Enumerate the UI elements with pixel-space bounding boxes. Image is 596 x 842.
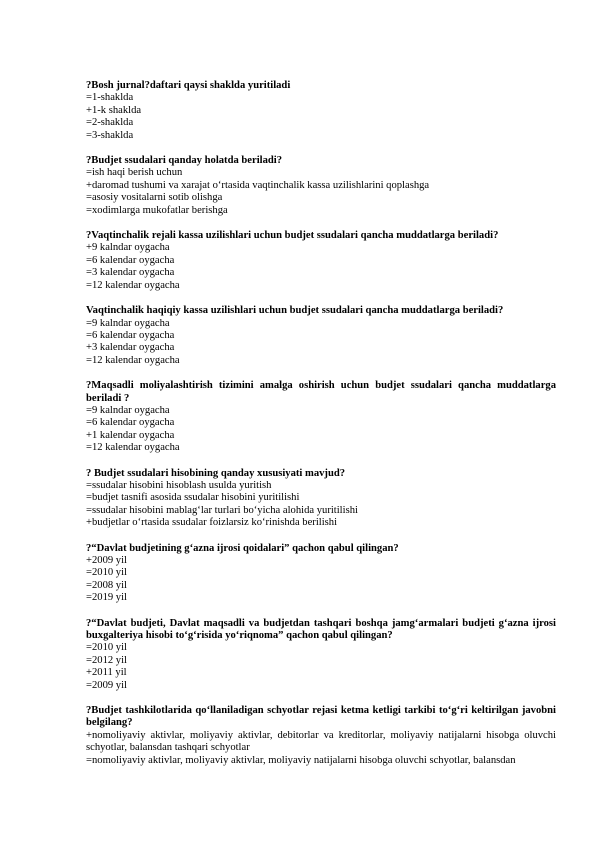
answer-option: +9 kalndar oygacha [86, 242, 170, 254]
answer-option: =2010 yil [86, 642, 127, 654]
answer-option: +3 kalendar oygacha [86, 342, 175, 354]
question-text: ?Maqsadli moliyalashtirish tizimini amalga oshirish uchun budjet ssudalari qancha muddatlarga beriladi ? [86, 380, 556, 404]
answer-option: =9 kalndar oygacha [86, 317, 170, 329]
question-text: ?“Davlat budjetining g‘azna ijrosi qoidalari” qachon qabul qilingan? [86, 542, 399, 554]
question-text: ?“Davlat budjeti, Davlat maqsadli va budjetdan tashqari boshqa jamg‘armalari budjeti g‘azna ijrosi buxgalteriya hisobi to‘g‘risida yo‘riqnoma” qachon qabul qilingan? [86, 617, 556, 642]
answer-option: =3-shaklda [86, 129, 134, 141]
answer-option: =2010 yil [86, 567, 127, 579]
answer-option: =2008 yil [86, 579, 127, 591]
question-text: Vaqtinchalik haqiqiy kassa uzilishlari uchun budjet ssudalari qancha muddatlarga beriladi? [86, 305, 504, 317]
answer-option: +2011 yil [86, 667, 127, 679]
answer-option: =1-shaklda [86, 92, 134, 104]
question-block [86, 468, 556, 530]
answer-option: =nomoliyaviy aktivlar, moliyaviy aktivlar, moliyaviy natijalarni hisobga oluvchi schyotlar, balansdan [86, 754, 516, 766]
answer-option: =2009 yil [86, 679, 127, 691]
answer-option: =2012 yil [86, 654, 127, 666]
question-text: ?Budjet ssudalari qanday holatda beriladi? [86, 155, 283, 167]
answer-option: =budjet tasnifi asosida ssudalar hisobini yuritilishi [86, 492, 300, 504]
answer-option: =ssudalar hisobini mablag‘lar turlari bo‘yicha alohida yuritilishi [86, 504, 358, 516]
question-block [86, 230, 556, 292]
question-block [86, 305, 556, 367]
question-block [86, 80, 556, 142]
question-block [86, 380, 556, 454]
question-block [86, 155, 556, 217]
question-text: ?Budjet tashkilotlarida qo‘llaniladigan schyotlar rejasi ketma ketligi tarkibi to‘g‘ri keltirilgan javobni belgilang? [86, 705, 556, 729]
answer-option: +1-k shaklda [86, 104, 142, 116]
answer-option: =2019 yil [86, 592, 127, 604]
answer-option: =ish haqi berish uchun [86, 167, 183, 179]
question-block [86, 543, 556, 605]
document-page [86, 80, 556, 780]
answer-option: =6 kalendar oygacha [86, 329, 175, 341]
answer-option: =12 kalendar oygacha [86, 354, 180, 366]
answer-option: +daromad tushumi va xarajat o‘rtasida vaqtinchalik kassa uzilishlarini qoplashga [86, 179, 430, 191]
answer-option: +nomoliyaviy aktivlar, moliyaviy aktivlar, debitorlar va kreditorlar, moliyaviy natijalarni hisobga oluvchi schyotlar, balansdan tashqari schyotlar [86, 729, 556, 754]
question-block [86, 618, 556, 692]
question-text: ?Bosh jurnal?daftari qaysi shaklda yuritiladi [86, 80, 291, 91]
question-block [86, 705, 556, 767]
answer-option: =3 kalendar oygacha [86, 267, 175, 279]
question-text: ?Vaqtinchalik rejali kassa uzilishlari uchun budjet ssudalari qancha muddatlarga beriladi? [86, 230, 499, 242]
answer-option: =12 kalendar oygacha [86, 442, 180, 454]
answer-option: =6 kalendar oygacha [86, 254, 175, 266]
answer-option: =12 kalendar oygacha [86, 279, 180, 291]
answer-option: =6 kalendar oygacha [86, 417, 175, 429]
question-text: ? Budjet ssudalari hisobining qanday xususiyati mavjud? [86, 467, 346, 479]
answer-option: +budjetlar o‘rtasida ssudalar foizlarsiz ko‘rinishda berilishi [86, 517, 338, 529]
answer-option: =9 kalndar oygacha [86, 404, 170, 416]
answer-option: =ssudalar hisobini hisoblash usulda yuritish [86, 479, 272, 491]
answer-option: +1 kalendar oygacha [86, 429, 175, 441]
answer-option: =2-shaklda [86, 117, 134, 129]
answer-option: +2009 yil [86, 555, 127, 566]
answer-option: =asosiy vositalarni sotib olishga [86, 192, 223, 204]
answer-option: =xodimlarga mukofatlar berishga [86, 204, 228, 216]
